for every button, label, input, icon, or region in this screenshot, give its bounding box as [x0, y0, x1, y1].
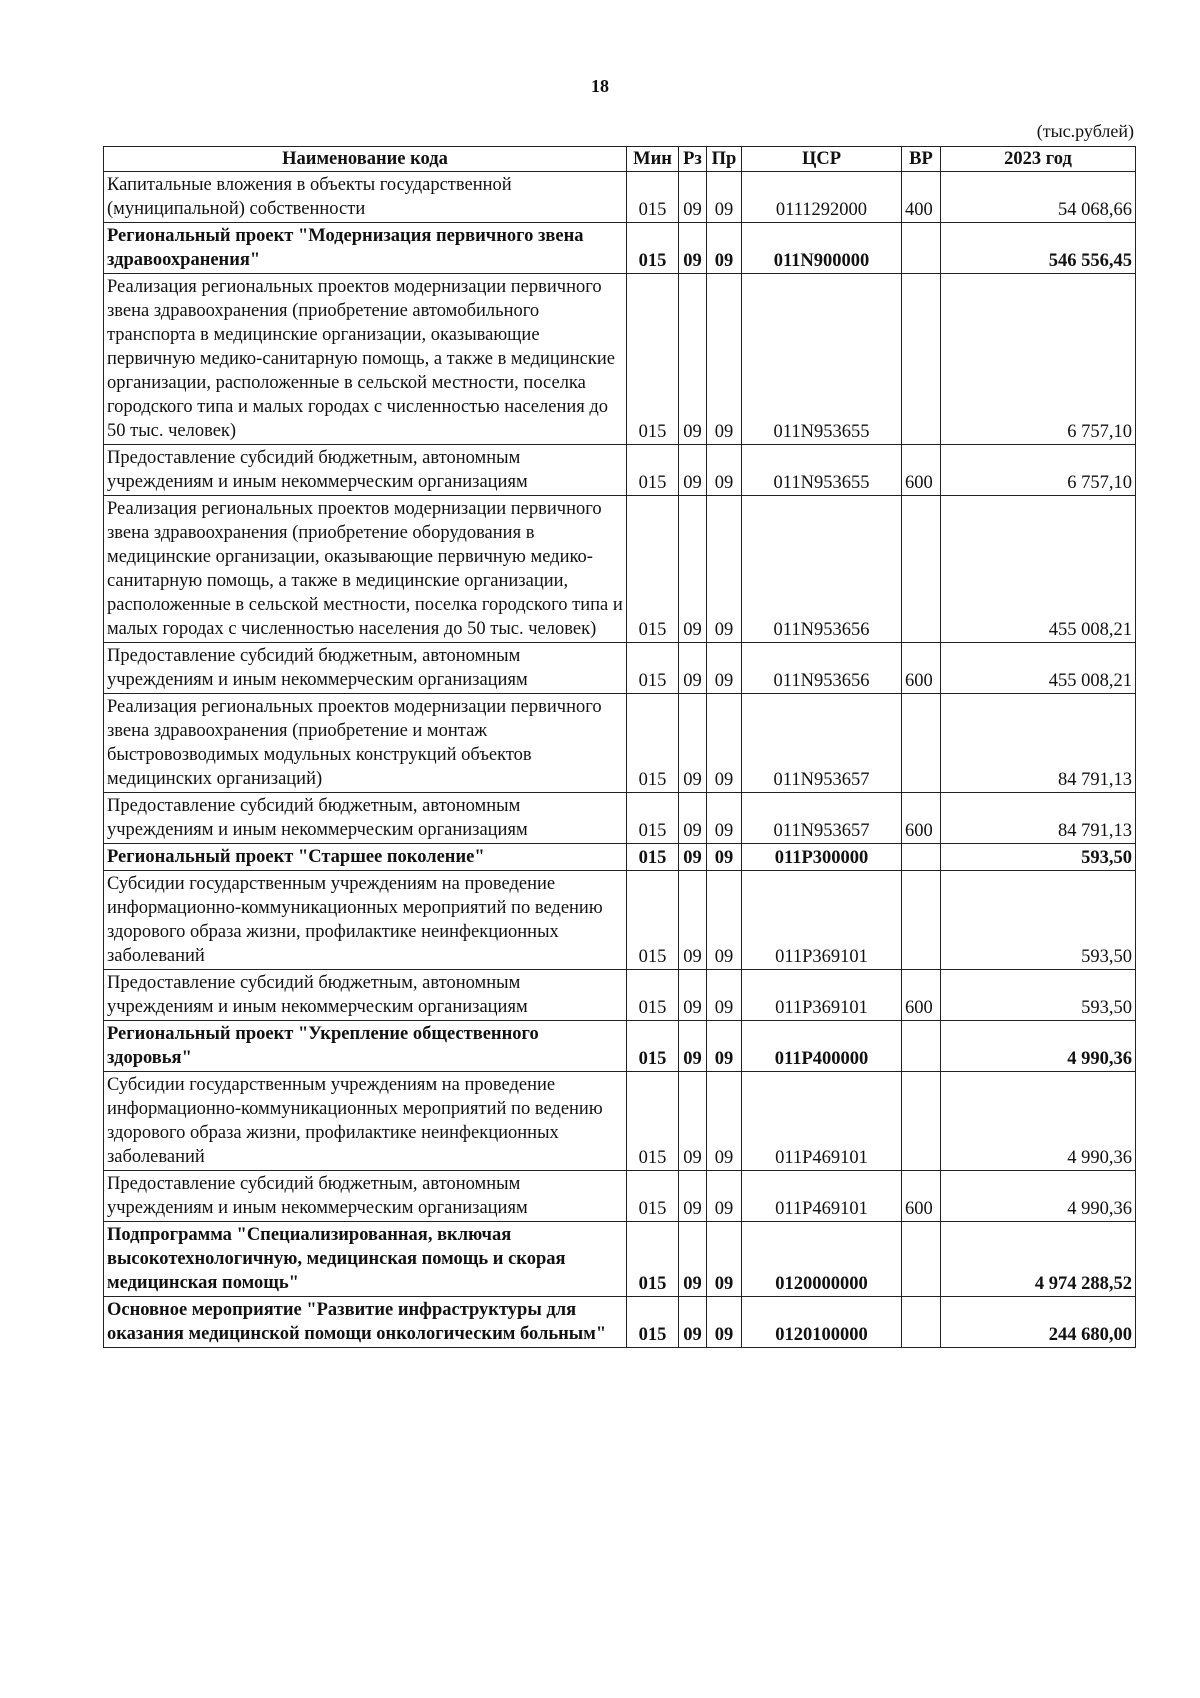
row-sum: 593,50 [941, 844, 1136, 871]
table-row [104, 1072, 1136, 1171]
row-rz: 09 [679, 1021, 707, 1072]
row-pr: 09 [707, 274, 742, 445]
row-sum: 54 068,66 [941, 172, 1136, 223]
row-vr: 600 [902, 643, 941, 694]
row-csr: 0120000000 [742, 1222, 902, 1297]
table-row [104, 793, 1136, 844]
table-row [104, 871, 1136, 970]
row-name: Реализация региональных проектов модернизации первичного звена здравоохранения (приобретение оборудования в медицинские организации, оказывающие первичную медико-санитарную помощь, а также в медицинские организации, расположенные в сельской местности, поселка городского типа и малых городах с численностью населения до 50 тыс. человек) [104, 496, 627, 643]
row-sum: 455 008,21 [941, 496, 1136, 643]
row-rz: 09 [679, 274, 707, 445]
row-csr: 011P469101 [742, 1171, 902, 1222]
row-rz: 09 [679, 172, 707, 223]
row-sum: 455 008,21 [941, 643, 1136, 694]
row-name: Субсидии государственным учреждениям на проведение информационно-коммуникационных мероприятий по ведению здорового образа жизни, профилактике неинфекционных заболеваний [104, 871, 627, 970]
row-rz: 09 [679, 1222, 707, 1297]
header-csr: ЦСР [742, 147, 902, 172]
row-pr: 09 [707, 1222, 742, 1297]
row-min: 015 [627, 223, 679, 274]
row-pr: 09 [707, 844, 742, 871]
table-row [104, 445, 1136, 496]
row-sum: 6 757,10 [941, 445, 1136, 496]
row-vr [902, 223, 941, 274]
row-pr: 09 [707, 871, 742, 970]
table-row [104, 1021, 1136, 1072]
row-csr: 011N953656 [742, 643, 902, 694]
row-pr: 09 [707, 1171, 742, 1222]
row-sum: 4 990,36 [941, 1021, 1136, 1072]
row-name: Предоставление субсидий бюджетным, автономным учреждениям и иным некоммерческим организациям [104, 1171, 627, 1222]
row-vr [902, 496, 941, 643]
row-csr: 011P369101 [742, 970, 902, 1021]
row-vr [902, 1072, 941, 1171]
table-header-row [104, 147, 1136, 172]
row-vr [902, 1222, 941, 1297]
row-min: 015 [627, 1021, 679, 1072]
row-name: Региональный проект "Старшее поколение" [104, 844, 627, 871]
row-sum: 593,50 [941, 970, 1136, 1021]
budget-table [103, 146, 1136, 1348]
table-row [104, 643, 1136, 694]
row-name: Региональный проект "Модернизация первичного звена здравоохранения" [104, 223, 627, 274]
row-vr [902, 694, 941, 793]
row-min: 015 [627, 1072, 679, 1171]
table-row [104, 172, 1136, 223]
row-sum: 84 791,13 [941, 694, 1136, 793]
table-row [104, 496, 1136, 643]
row-name: Предоставление субсидий бюджетным, автономным учреждениям и иным некоммерческим организациям [104, 970, 627, 1021]
header-min: Мин [627, 147, 679, 172]
row-name: Предоставление субсидий бюджетным, автономным учреждениям и иным некоммерческим организациям [104, 445, 627, 496]
row-pr: 09 [707, 1297, 742, 1348]
row-vr: 600 [902, 970, 941, 1021]
row-min: 015 [627, 844, 679, 871]
table-row [104, 1297, 1136, 1348]
row-min: 015 [627, 445, 679, 496]
row-name: Основное мероприятие "Развитие инфраструктуры для оказания медицинской помощи онкологическим больным" [104, 1297, 627, 1348]
row-pr: 09 [707, 1072, 742, 1171]
row-csr: 011P300000 [742, 844, 902, 871]
row-sum: 4 990,36 [941, 1072, 1136, 1171]
row-min: 015 [627, 643, 679, 694]
row-rz: 09 [679, 1297, 707, 1348]
row-csr: 011P369101 [742, 871, 902, 970]
table-row [104, 694, 1136, 793]
row-rz: 09 [679, 844, 707, 871]
row-rz: 09 [679, 445, 707, 496]
row-csr: 011N953655 [742, 274, 902, 445]
row-vr [902, 274, 941, 445]
row-pr: 09 [707, 643, 742, 694]
row-pr: 09 [707, 172, 742, 223]
row-rz: 09 [679, 1072, 707, 1171]
header-year: 2023 год [941, 147, 1136, 172]
row-csr: 011N953657 [742, 793, 902, 844]
row-pr: 09 [707, 694, 742, 793]
row-sum: 244 680,00 [941, 1297, 1136, 1348]
row-vr: 600 [902, 793, 941, 844]
row-csr: 0111292000 [742, 172, 902, 223]
row-rz: 09 [679, 970, 707, 1021]
row-name: Реализация региональных проектов модернизации первичного звена здравоохранения (приобретение автомобильного транспорта в медицинские организации, оказывающие первичную медико-санитарную помощь, а также в медицинские организации, расположенные в сельской местности, поселка городского типа и малых городах с численностью населения до 50 тыс. человек) [104, 274, 627, 445]
row-name: Субсидии государственным учреждениям на проведение информационно-коммуникационных мероприятий по ведению здорового образа жизни, профилактике неинфекционных заболеваний [104, 1072, 627, 1171]
row-rz: 09 [679, 694, 707, 793]
header-name: Наименование кода [104, 147, 627, 172]
row-csr: 011N953656 [742, 496, 902, 643]
row-sum: 546 556,45 [941, 223, 1136, 274]
row-vr: 600 [902, 445, 941, 496]
row-rz: 09 [679, 871, 707, 970]
row-rz: 09 [679, 1171, 707, 1222]
row-sum: 4 990,36 [941, 1171, 1136, 1222]
units-label: (тыс.рублей) [1036, 121, 1134, 141]
row-min: 015 [627, 1297, 679, 1348]
row-pr: 09 [707, 223, 742, 274]
row-rz: 09 [679, 496, 707, 643]
table-row [104, 274, 1136, 445]
header-rz: Рз [679, 147, 707, 172]
row-name: Подпрограмма "Специализированная, включая высокотехнологичную, медицинская помощь и скорая медицинская помощь" [104, 1222, 627, 1297]
row-name: Региональный проект "Укрепление общественного здоровья" [104, 1021, 627, 1072]
row-min: 015 [627, 970, 679, 1021]
row-name: Предоставление субсидий бюджетным, автономным учреждениям и иным некоммерческим организациям [104, 793, 627, 844]
page-number: 18 [591, 76, 609, 96]
row-sum: 4 974 288,52 [941, 1222, 1136, 1297]
row-csr: 011N900000 [742, 223, 902, 274]
table-row [104, 1222, 1136, 1297]
header-vr: ВР [902, 147, 941, 172]
row-pr: 09 [707, 1021, 742, 1072]
header-pr: Пр [707, 147, 742, 172]
row-min: 015 [627, 871, 679, 970]
row-csr: 011N953657 [742, 694, 902, 793]
row-vr [902, 1297, 941, 1348]
row-min: 015 [627, 496, 679, 643]
row-name: Предоставление субсидий бюджетным, автономным учреждениям и иным некоммерческим организациям [104, 643, 627, 694]
row-vr [902, 1021, 941, 1072]
row-rz: 09 [679, 643, 707, 694]
row-vr: 400 [902, 172, 941, 223]
row-pr: 09 [707, 793, 742, 844]
row-min: 015 [627, 172, 679, 223]
row-vr: 600 [902, 1171, 941, 1222]
row-vr [902, 871, 941, 970]
row-csr: 011N953655 [742, 445, 902, 496]
row-min: 015 [627, 1171, 679, 1222]
table-row [104, 1171, 1136, 1222]
row-name: Капитальные вложения в объекты государственной (муниципальной) собственности [104, 172, 627, 223]
row-min: 015 [627, 694, 679, 793]
row-sum: 593,50 [941, 871, 1136, 970]
row-pr: 09 [707, 496, 742, 643]
row-vr [902, 844, 941, 871]
table-row [104, 970, 1136, 1021]
table-body [104, 172, 1136, 1348]
row-pr: 09 [707, 970, 742, 1021]
table-row [104, 223, 1136, 274]
table-row [104, 844, 1136, 871]
row-csr: 0120100000 [742, 1297, 902, 1348]
row-sum: 6 757,10 [941, 274, 1136, 445]
row-name: Реализация региональных проектов модернизации первичного звена здравоохранения (приобретение и монтаж быстровозводимых модульных конструкций объектов медицинских организаций) [104, 694, 627, 793]
row-min: 015 [627, 1222, 679, 1297]
row-min: 015 [627, 793, 679, 844]
row-sum: 84 791,13 [941, 793, 1136, 844]
row-pr: 09 [707, 445, 742, 496]
row-min: 015 [627, 274, 679, 445]
row-csr: 011P400000 [742, 1021, 902, 1072]
row-rz: 09 [679, 223, 707, 274]
row-rz: 09 [679, 793, 707, 844]
row-csr: 011P469101 [742, 1072, 902, 1171]
